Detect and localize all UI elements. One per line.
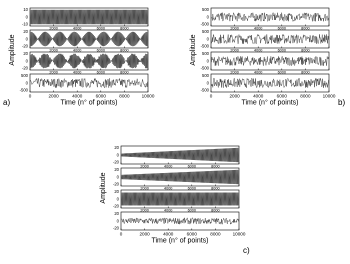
signal-trace xyxy=(122,148,239,162)
signal-trace xyxy=(31,10,148,24)
x-tick-label: 4000 xyxy=(163,186,173,191)
x-tick-label: 4000 xyxy=(72,70,82,75)
x-tick-label: 8000 xyxy=(120,48,129,53)
x-tick-label: 2000 xyxy=(139,231,150,237)
y-axis-label: Amplitude xyxy=(100,172,107,204)
y-tick-label: 0 xyxy=(25,14,28,20)
x-tick-label: 6000 xyxy=(187,208,197,213)
y-tick-label: 20 xyxy=(23,29,28,34)
y-tick-label: 10 xyxy=(23,7,28,12)
x-tick-label: 2000 xyxy=(229,93,240,99)
y-tick-label: 0 xyxy=(25,36,28,42)
signal-trace xyxy=(212,13,329,22)
x-tick-label: 4000 xyxy=(72,26,82,31)
y-tick-label: -20 xyxy=(21,43,28,49)
y-tick-label: -500 xyxy=(200,65,209,71)
x-tick-label: 6000 xyxy=(95,93,106,99)
x-tick-label: 10000 xyxy=(141,93,155,99)
y-tick-label: 500 xyxy=(202,29,209,34)
y-tick-label: 500 xyxy=(202,73,209,78)
y-tick-label: 0 xyxy=(116,174,119,180)
x-tick-label: 8000 xyxy=(300,93,311,99)
x-tick-label: 2000 xyxy=(140,208,149,213)
x-tick-label: 4000 xyxy=(163,164,173,169)
y-tick-label: -20 xyxy=(112,159,119,165)
y-tick-label: -20 xyxy=(112,225,119,231)
x-tick-label: 8000 xyxy=(301,48,310,53)
x-tick-label: 2000 xyxy=(140,164,149,169)
y-tick-label: 500 xyxy=(202,7,209,12)
x-tick-label: 6000 xyxy=(277,48,287,53)
x-tick-label: 8000 xyxy=(210,231,221,237)
x-tick-label: 6000 xyxy=(186,231,197,237)
y-tick-label: 20 xyxy=(114,211,119,216)
y-tick-label: 20 xyxy=(114,189,119,194)
y-tick-label: 0 xyxy=(116,218,119,224)
y-tick-label: -20 xyxy=(112,181,119,187)
x-tick-label: 10000 xyxy=(322,93,336,99)
y-tick-label: 0 xyxy=(25,80,28,86)
y-tick-label: -500 xyxy=(19,87,28,93)
y-tick-label: -10 xyxy=(21,21,28,27)
y-tick-label: -500 xyxy=(200,87,209,93)
subplot-frame xyxy=(211,30,329,48)
signal-trace xyxy=(122,170,239,184)
x-tick-label: 8000 xyxy=(301,26,310,31)
panel-label: c) xyxy=(243,246,250,255)
y-tick-label: 0 xyxy=(116,152,119,158)
x-tick-label: 6000 xyxy=(96,48,106,53)
x-tick-label: 4000 xyxy=(72,48,82,53)
x-tick-label: 4000 xyxy=(253,70,263,75)
x-tick-label: 2000 xyxy=(48,93,59,99)
x-tick-label: 6000 xyxy=(96,26,106,31)
x-tick-label: 4000 xyxy=(253,93,264,99)
x-tick-label: 8000 xyxy=(120,70,129,75)
signal-trace xyxy=(31,54,148,68)
x-tick-label: 2000 xyxy=(230,70,239,75)
x-tick-label: 2000 xyxy=(49,26,58,31)
subplot-frame xyxy=(211,74,329,92)
y-tick-label: 0 xyxy=(206,80,209,86)
y-tick-label: 0 xyxy=(206,14,209,20)
y-tick-label: 20 xyxy=(23,51,28,56)
signal-trace xyxy=(212,34,329,43)
x-axis-label: Time (n° of points) xyxy=(151,237,209,245)
y-tick-label: 0 xyxy=(206,36,209,42)
y-tick-label: 500 xyxy=(202,51,209,56)
y-tick-label: -500 xyxy=(200,21,209,27)
x-tick-label: 8000 xyxy=(120,26,129,31)
x-tick-label: 2000 xyxy=(49,70,58,75)
x-tick-label: 10000 xyxy=(232,231,246,237)
y-tick-label: 20 xyxy=(114,145,119,150)
signal-trace xyxy=(122,193,239,206)
x-tick-label: 8000 xyxy=(211,186,220,191)
panel-label: b) xyxy=(338,98,346,107)
y-tick-label: 0 xyxy=(116,196,119,202)
y-tick-label: 0 xyxy=(206,58,209,64)
x-tick-label: 4000 xyxy=(163,208,173,213)
x-tick-label: 8000 xyxy=(119,93,130,99)
signal-trace xyxy=(31,78,148,88)
signal-trace xyxy=(122,218,239,224)
subplot-frame xyxy=(211,52,329,70)
x-tick-label: 2000 xyxy=(230,26,239,31)
x-tick-label: 6000 xyxy=(96,70,106,75)
x-tick-label: 8000 xyxy=(211,164,220,169)
x-axis-label: Time (n° of points) xyxy=(60,99,118,107)
y-tick-label: 0 xyxy=(25,58,28,64)
x-tick-label: 2000 xyxy=(49,48,58,53)
x-tick-label: 2000 xyxy=(230,48,239,53)
x-tick-label: 8000 xyxy=(301,70,310,75)
x-tick-label: 4000 xyxy=(253,48,263,53)
panel-label: a) xyxy=(3,98,11,107)
x-axis-label: Time (n° of points) xyxy=(241,99,299,107)
x-tick-label: 6000 xyxy=(276,93,287,99)
y-tick-label: 20 xyxy=(114,167,119,172)
signal-trace xyxy=(212,56,329,66)
signal-trace xyxy=(31,32,148,46)
x-tick-label: 4000 xyxy=(72,93,83,99)
x-tick-label: 0 xyxy=(209,93,213,99)
x-tick-label: 0 xyxy=(28,93,32,99)
x-tick-label: 6000 xyxy=(277,70,287,75)
x-tick-label: 2000 xyxy=(140,186,149,191)
y-tick-label: -20 xyxy=(21,65,28,71)
x-tick-label: 8000 xyxy=(211,208,220,213)
y-tick-label: -20 xyxy=(112,203,119,209)
x-tick-label: 6000 xyxy=(277,26,287,31)
x-tick-label: 6000 xyxy=(187,164,197,169)
x-tick-label: 4000 xyxy=(163,231,174,237)
y-tick-label: 500 xyxy=(21,73,28,78)
x-tick-label: 4000 xyxy=(253,26,263,31)
x-tick-label: 6000 xyxy=(187,186,197,191)
y-tick-label: -500 xyxy=(200,43,209,49)
signal-trace xyxy=(212,78,329,88)
x-tick-label: 0 xyxy=(119,231,123,237)
y-axis-label: Amplitude xyxy=(9,34,16,66)
subplot-frame xyxy=(211,8,329,26)
y-axis-label: Amplitude xyxy=(190,34,197,66)
